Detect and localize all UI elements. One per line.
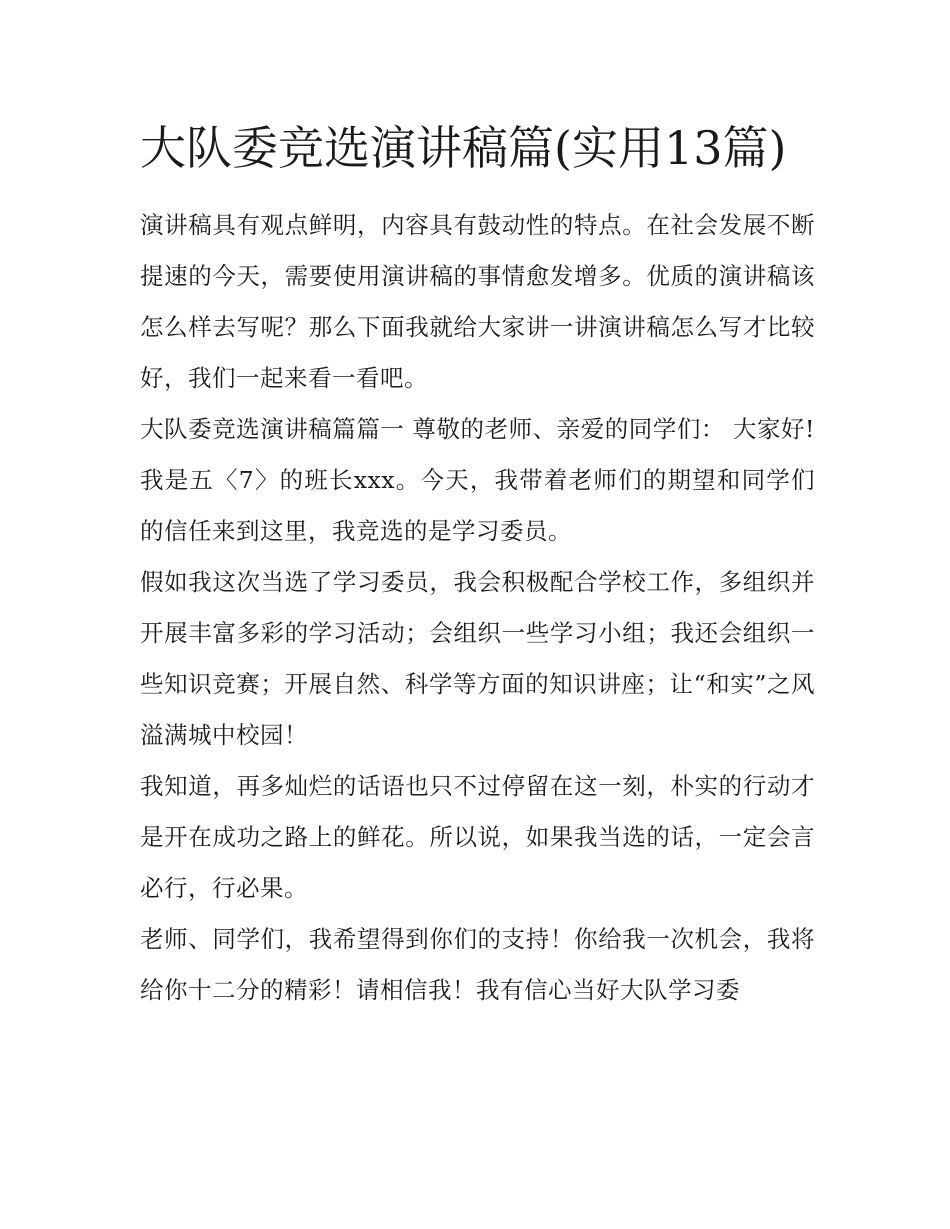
document-title: 大队委竞选演讲稿篇(实用13篇) [140,121,787,175]
paragraph-commitment: 我知道，再多灿烂的话语也只不过停留在这一刻，朴实的行动才是开在成功之路上的鲜花。所以说，如果我当选的话，一定会言必行，行必果。 [140,772,815,902]
paragraph-appeal: 老师、同学们，我希望得到你们的支持！你给我一次机会，我将给你十二分的精彩！请相信我！我有信心当好大队学习委 [140,925,815,1004]
paragraph-plans: 假如我这次当选了学习委员，我会积极配合学校工作，多组织并开展丰富多彩的学习活动；会组织一些学习小组；我还会组织一些知识竞赛；开展自然、科学等方面的知识讲座；让“和实”之风溢满城中校园！ [140,568,815,749]
document-page [140,108,815,1016]
paragraph-intro: 演讲稿具有观点鲜明，内容具有鼓动性的特点。在社会发展不断提速的今天，需要使用演讲稿的事情愈发增多。优质的演讲稿该怎么样去写呢？那么下面我就给大家讲一讲演讲稿怎么写才比较好，我们一起来看一看吧。 [140,211,815,392]
paragraph-greeting: 大队委竞选演讲稿篇篇一 尊敬的老师、亲爱的同学们： 大家好! 我是五〈7〉的班长xxx。今天，我带着老师们的期望和同学们的信任来到这里，我竞选的是学习委员。 [140,415,815,545]
